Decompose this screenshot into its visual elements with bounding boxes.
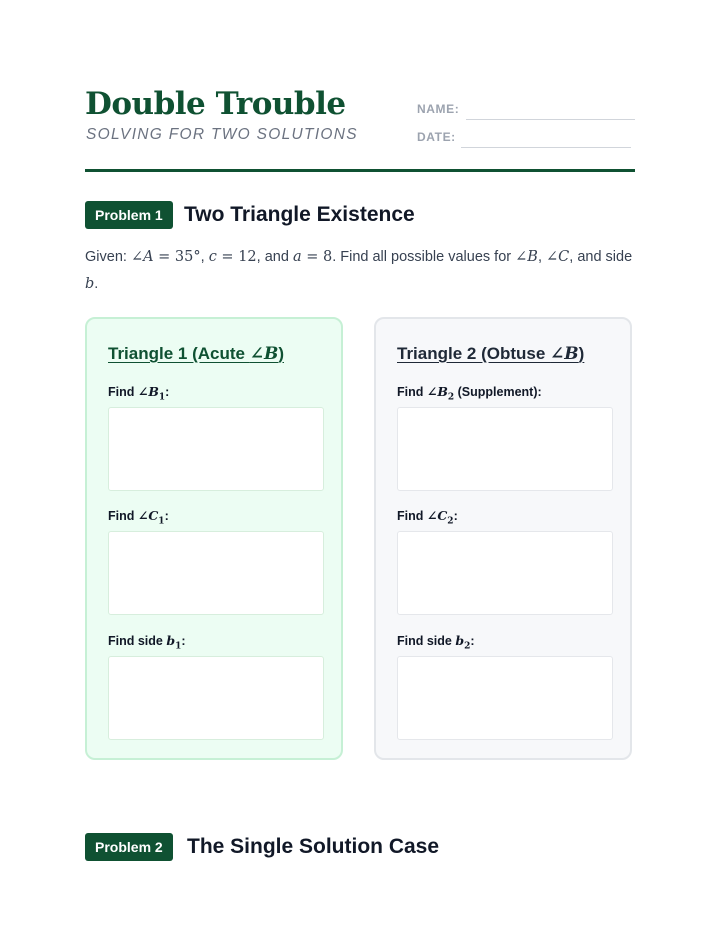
answer-box-c2[interactable] <box>397 531 613 615</box>
triangle-2-card <box>374 317 632 760</box>
find-side-b1-label: Find side $b_1$: <box>108 633 186 652</box>
triangle-2-title: Triangle 2 (Obtuse ∠B) <box>397 344 585 364</box>
find-side-b2-label: Find side $b_2$: <box>397 633 475 652</box>
problem-2-badge: Problem 2 <box>85 833 173 861</box>
find-c2-label: Find $\angle C_2$: <box>397 508 458 527</box>
find-c1-label: Find $\angle C_1$: <box>108 508 169 527</box>
header-divider <box>85 169 635 172</box>
triangle-1-title: Triangle 1 (Acute ∠B) <box>108 344 284 364</box>
problem-2-title: The Single Solution Case <box>187 835 440 858</box>
problem-1-given: Given: ∠A = 35°, c = 12, and a = 8. Find all possible values for ∠B, ∠C, and side b. <box>85 249 633 292</box>
find-b1-label: Find $\angle B_1$: <box>108 384 170 403</box>
answer-box-side-b1[interactable] <box>108 656 324 740</box>
problem-1-title: Two Triangle Existence <box>184 203 415 226</box>
triangle-1-card <box>85 317 343 760</box>
answer-box-b2[interactable] <box>397 407 613 491</box>
name-label: NAME: <box>417 102 460 116</box>
answer-box-side-b2[interactable] <box>397 656 613 740</box>
answer-box-b1[interactable] <box>108 407 324 491</box>
problem-1-badge: Problem 1 <box>85 201 173 229</box>
name-field[interactable] <box>466 119 635 120</box>
page-title: Double Trouble <box>85 86 346 122</box>
answer-box-c1[interactable] <box>108 531 324 615</box>
date-field[interactable] <box>461 147 631 148</box>
find-b2-label: Find $\angle B_2$ (Supplement): <box>397 384 542 403</box>
date-label: DATE: <box>417 130 456 144</box>
page-subtitle: SOLVING FOR TWO SOLUTIONS <box>86 126 358 143</box>
